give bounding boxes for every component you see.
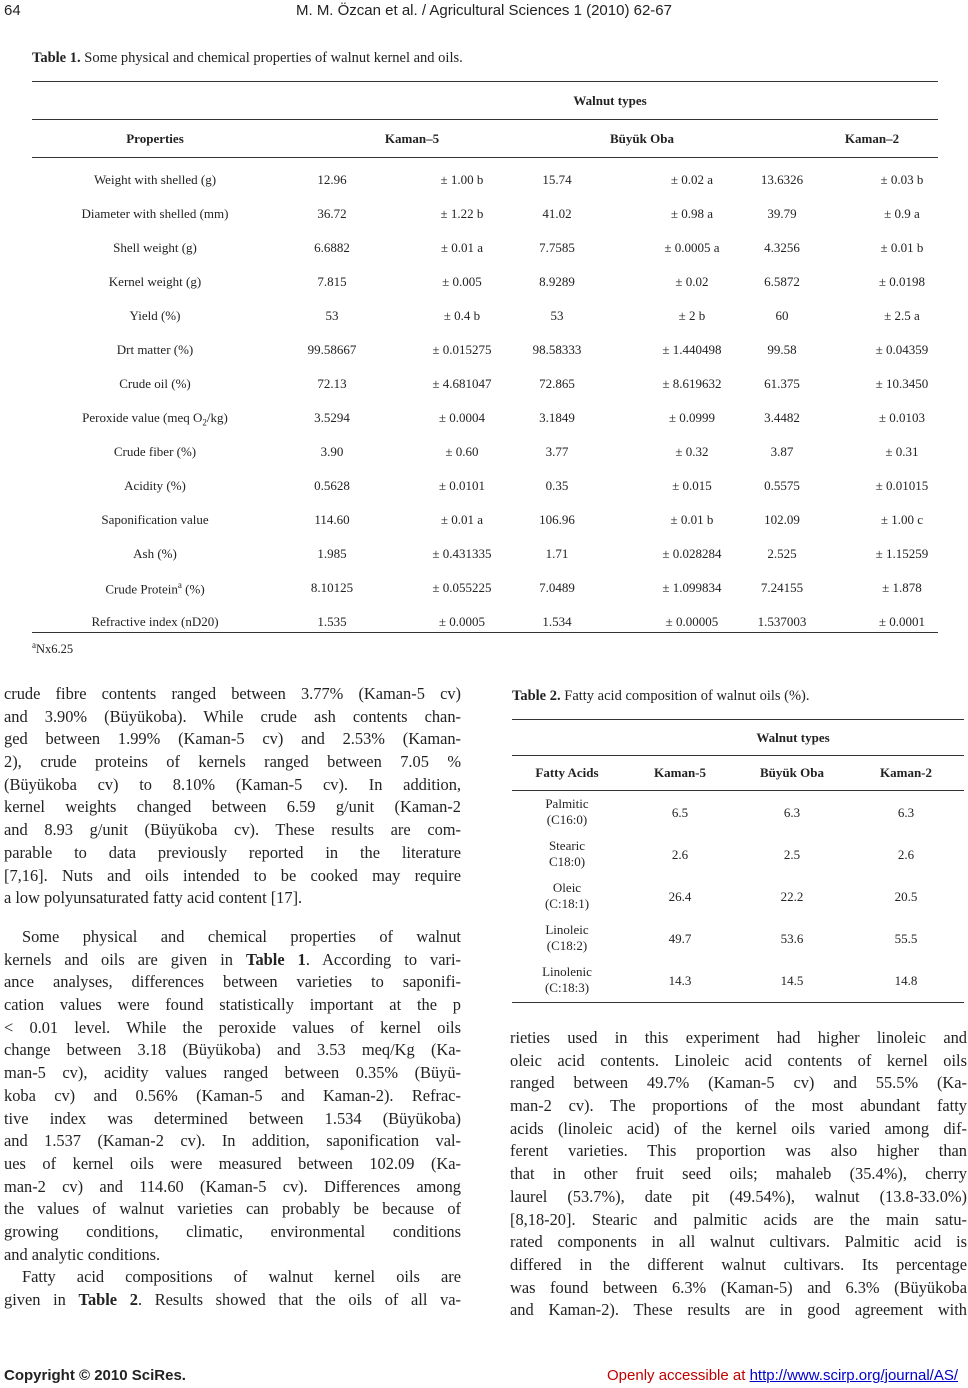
- table1-row: [32, 538, 938, 572]
- table1-col-kaman5: Kaman–5: [384, 131, 440, 146]
- cell-value: 53.6: [780, 931, 804, 946]
- cell-value: 15.74: [542, 172, 572, 187]
- cell-value: ± 0.028284: [662, 546, 722, 561]
- cell-value: ± 0.04359: [875, 342, 929, 357]
- row-label: Yield (%): [129, 308, 181, 323]
- text-line: [8,18-20]. Stearic and palmitic acids are the main satu-: [510, 1209, 967, 1229]
- table2-col-kaman5: Kaman-5: [654, 765, 706, 780]
- table2-row: [512, 835, 964, 877]
- cell-value: 2.6: [671, 847, 689, 862]
- cell-value: 36.72: [317, 206, 347, 221]
- cell-value: 1.535: [317, 614, 347, 629]
- cell-value: ± 0.0999: [668, 410, 716, 425]
- cell-value: ± 1.22 b: [440, 206, 484, 221]
- cell-value: 114.60: [314, 512, 350, 527]
- journal-link[interactable]: http://www.scirp.org/journal/AS/: [749, 1367, 958, 1384]
- cell-value: ± 10.3450: [875, 376, 929, 391]
- row-label: Ash (%): [133, 546, 177, 561]
- cell-value: ± 0.01015: [875, 478, 929, 493]
- text-line: oleic acid contents. Linoleic acid contents of kernel oils: [510, 1050, 967, 1070]
- table1-mid-rule: [32, 119, 938, 120]
- fatty-acid-name: [512, 922, 622, 954]
- text-line: [7,16]. Nuts and oils intended to be cooked may require: [4, 865, 461, 885]
- table1-row: [32, 402, 938, 436]
- cell-value: 8.10125: [310, 580, 354, 595]
- table2-caption-text: Fatty acid composition of walnut oils (%).: [560, 688, 810, 704]
- left-p3-line: [4, 1289, 461, 1312]
- text-line: cation values were found statistically important at the p: [4, 995, 461, 1015]
- table1-bottom-rule: [32, 632, 938, 633]
- cell-value: 7.7585: [539, 240, 575, 255]
- cell-value: 98.58333: [532, 342, 582, 357]
- left-paragraph-2: [4, 926, 461, 1266]
- text-line: that in other fruit seed oils; mahaleb (35.4%), cherry: [510, 1164, 967, 1184]
- left-paragraph-1: [4, 683, 461, 910]
- table1-row: [32, 572, 938, 606]
- cell-value: ± 0.055225: [432, 580, 492, 595]
- cell-value: 72.865: [539, 376, 575, 391]
- fatty-acid-line: Palmitic: [545, 796, 589, 811]
- text-line: change between 3.18 (Büyükoba) and 3.53 meq/Kg (Ka-: [4, 1040, 461, 1060]
- fatty-acid-code: (C:18:3): [544, 980, 590, 995]
- page-number: 64: [4, 2, 21, 19]
- fatty-acid-name: [512, 796, 622, 828]
- cell-value: 0.5575: [764, 478, 800, 493]
- cell-value: 99.58: [767, 342, 797, 357]
- table2: [512, 718, 964, 1008]
- cell-value: 3.77: [545, 444, 569, 459]
- cell-value: 4.3256: [764, 240, 800, 255]
- cell-value: 7.815: [317, 274, 347, 289]
- cell-value: 106.96: [539, 512, 575, 527]
- text-line: rated components in all walnut cultivars. Palmitic acid is: [510, 1232, 967, 1252]
- cell-value: 6.3: [897, 805, 915, 820]
- left-p2-line: Some physical and chemical properties of walnut: [22, 927, 461, 946]
- text-line: man-5 cv), acidity values ranged between 0.35% (Büyü-: [4, 1063, 461, 1083]
- table1-row: [32, 232, 938, 266]
- left-paragraph-3: [4, 1266, 461, 1311]
- row-label: Diameter with shelled (mm): [81, 206, 229, 221]
- text-line: koba cv) and 0.56% (Kaman-5 and Kaman-2). Refrac-: [4, 1085, 461, 1105]
- left-p3-line: Fatty acid compositions of walnut kernel oils are: [22, 1267, 461, 1286]
- text-line: laurel (53.7%), date pit (49.54%), walnut (13.8-33.0%): [510, 1186, 967, 1206]
- open-access-note: [607, 1367, 958, 1384]
- text-line: parable to data previously reported in the literature: [4, 842, 461, 862]
- table2-header-rule: [512, 790, 964, 791]
- cell-value: 20.5: [894, 889, 918, 904]
- cell-value: 0.5628: [314, 478, 350, 493]
- cell-value: ± 0.01 a: [440, 240, 484, 255]
- cell-value: ± 0.01 b: [880, 240, 924, 255]
- cell-value: 2.6: [897, 847, 915, 862]
- table2-col-kaman2: Kaman-2: [880, 765, 932, 780]
- cell-value: ± 0.60: [445, 444, 479, 459]
- text-line: ues of kernel oils were measured between 102.09 (Ka-: [4, 1153, 461, 1173]
- cell-value: 12.96: [317, 172, 347, 187]
- text-line: crude fibre contents ranged between 3.77% (Kaman-5 cv): [4, 684, 461, 703]
- table1-row: [32, 368, 938, 402]
- cell-value: 2.525: [767, 546, 797, 561]
- table2-mid-rule: [512, 755, 964, 756]
- cell-value: ± 8.619632: [662, 376, 722, 391]
- cell-value: ± 0.0005: [438, 614, 486, 629]
- text-line: ance analyses, differences between varieties to saponifi-: [4, 972, 461, 992]
- cell-value: ± 0.431335: [432, 546, 492, 561]
- table1-row: [32, 470, 938, 504]
- text-line: ranged between 49.7% (Kaman-5 cv) and 55.5% (Ka-: [510, 1073, 967, 1093]
- subscript: 2: [202, 417, 207, 428]
- cell-value: ± 0.0198: [878, 274, 926, 289]
- cell-value: 55.5: [894, 931, 918, 946]
- cell-value: ± 2 b: [678, 308, 706, 323]
- right-paragraph: [510, 1027, 967, 1322]
- table2-bottom-rule: [512, 1002, 964, 1003]
- cell-value: 60: [775, 308, 789, 323]
- cell-value: ± 0.0103: [878, 410, 926, 425]
- cell-value: ± 1.15259: [875, 546, 929, 561]
- cell-value: 6.5: [671, 805, 689, 820]
- left-p2-line: [4, 949, 461, 972]
- footnote-marker: a: [32, 640, 36, 650]
- cell-value: ± 1.440498: [662, 342, 722, 357]
- fatty-acid-line: Linolenic: [542, 964, 592, 979]
- text-line: a low polyunsaturated fatty acid content [17].: [4, 888, 303, 908]
- cell-value: 99.58667: [307, 342, 357, 357]
- table1-top-rule: [32, 81, 938, 82]
- cell-value: 72.13: [317, 376, 347, 391]
- cell-value: 39.79: [767, 206, 797, 221]
- row-label: Saponification value: [101, 512, 209, 527]
- table1-col-buyukoba: Büyük Oba: [610, 131, 674, 146]
- cell-value: ± 0.9 a: [884, 206, 920, 221]
- cell-value: ± 0.31: [885, 444, 919, 459]
- running-head: M. M. Özcan et al. / Agricultural Sciences 1 (2010) 62-67: [295, 2, 672, 19]
- table2-col-fatty-acids: Fatty Acids: [535, 765, 599, 780]
- table2-reference: Table 2: [78, 1289, 138, 1309]
- text-line: tive index was determined between 1.534 (Büyükoba): [4, 1108, 461, 1128]
- fatty-acid-code: (C18:2): [546, 938, 588, 953]
- table2-col-buyukoba: Büyük Oba: [760, 765, 824, 780]
- cell-value: 8.9289: [539, 274, 575, 289]
- cell-value: 1.985: [317, 546, 347, 561]
- text-line: and 3.90% (Büyükoba). While crude ash contents chan-: [4, 706, 461, 726]
- text-line: differed in the different walnut cultivars. Its percentage: [510, 1254, 967, 1274]
- table2-row: [512, 919, 964, 961]
- text-run: kernels and oils are given in: [4, 949, 247, 969]
- cell-value: ± 0.00005: [665, 614, 719, 629]
- access-label: Openly accessible at: [607, 1367, 750, 1384]
- cell-value: ± 0.03 b: [880, 172, 924, 187]
- fatty-acid-name: [512, 964, 622, 996]
- cell-value: 7.0489: [539, 580, 575, 595]
- table1-row: [32, 300, 938, 334]
- table2-row: [512, 877, 964, 919]
- text-line: 2), crude proteins of kernels ranged between 7.05 %: [4, 752, 461, 772]
- cell-value: 3.4482: [764, 410, 800, 425]
- cell-value: ± 0.98 a: [670, 206, 714, 221]
- table2-row: [512, 961, 964, 1003]
- cell-value: ± 0.01 a: [440, 512, 484, 527]
- text-line: growing conditions, climatic, environmental conditions: [4, 1221, 461, 1241]
- cell-value: 102.09: [764, 512, 800, 527]
- table1-caption: [32, 50, 463, 67]
- cell-value: 41.02: [542, 206, 572, 221]
- table1-col-kaman2: Kaman–2: [844, 131, 900, 146]
- table1-reference: Table 1: [246, 949, 306, 969]
- fatty-acid-code: (C16:0): [546, 812, 588, 827]
- cell-value: ± 1.878: [882, 580, 922, 595]
- table1-row: [32, 334, 938, 368]
- cell-value: ± 1.099834: [662, 580, 722, 595]
- text-line: (Büyükoba cv) to 8.10% (Kaman-5 cv). In addition,: [4, 774, 461, 794]
- cell-value: 6.6882: [314, 240, 350, 255]
- table1-row: [32, 436, 938, 470]
- table1-caption-label: Table 1.: [32, 50, 81, 66]
- cell-value: ± 0.01 b: [670, 512, 714, 527]
- cell-value: 3.90: [320, 444, 344, 459]
- row-label: Crude Protein$^a$ (%): [105, 580, 205, 597]
- fatty-acid-name: [512, 838, 622, 870]
- text-line: rieties used in this experiment had higher linoleic and: [510, 1028, 967, 1047]
- text-line: and 1.537 (Kaman-2 cv). In addition, saponification val-: [4, 1131, 461, 1151]
- table1-col-properties: Properties: [126, 131, 184, 146]
- text-run: given in: [4, 1289, 79, 1309]
- row-label: Kernel weight (g): [108, 274, 202, 289]
- cell-value: 13.6326: [760, 172, 804, 187]
- table2-top-rule: [512, 719, 964, 720]
- cell-value: 14.8: [894, 973, 918, 988]
- row-label: Drt matter (%): [116, 342, 194, 357]
- table2-caption-label: Table 2.: [512, 688, 561, 704]
- text-line: kernel weights changed between 6.59 g/unit (Kaman-2: [4, 797, 461, 817]
- text-line: and Kaman-2). These results are in good agreement with: [510, 1300, 967, 1320]
- copyright: Copyright © 2010 SciRes.: [4, 1367, 186, 1384]
- cell-value: ± 0.015: [672, 478, 712, 493]
- cell-value: 14.5: [780, 973, 804, 988]
- cell-value: 3.1849: [539, 410, 575, 425]
- cell-value: ± 0.0001: [878, 614, 926, 629]
- cell-value: 14.3: [668, 973, 692, 988]
- row-label: Crude fiber (%): [113, 444, 197, 459]
- cell-value: 7.24155: [760, 580, 804, 595]
- row-label: Peroxide value (meq $O_2/kg$): [82, 410, 228, 428]
- fatty-acid-line: Linoleic: [545, 922, 589, 937]
- cell-value: 1.537003: [757, 614, 807, 629]
- text-line: acids (linoleic acid) of the kernel oils varied among dif-: [510, 1118, 967, 1138]
- table1-group-header: Walnut types: [573, 93, 647, 108]
- text-line: the values of walnut varieties can probably be because of: [4, 1199, 461, 1219]
- table2-row: [512, 793, 964, 835]
- cell-value: ± 0.02 a: [670, 172, 714, 187]
- table1-header-rule: [32, 157, 938, 158]
- cell-value: 3.87: [770, 444, 794, 459]
- table1-row: [32, 606, 938, 640]
- text-line: and analytic conditions.: [4, 1244, 161, 1264]
- row-label: Shell weight (g): [113, 240, 197, 255]
- cell-value: 1.71: [545, 546, 569, 561]
- text-line: ged between 1.99% (Kaman-5 cv) and 2.53% (Kaman-: [4, 729, 461, 749]
- superscript: a: [177, 580, 182, 590]
- footnote-text: Nx6.25: [36, 642, 74, 657]
- table1-row: [32, 504, 938, 538]
- table1-row: [32, 198, 938, 232]
- cell-value: 53: [325, 308, 339, 323]
- fatty-acid-line: Oleic: [552, 880, 582, 895]
- table2-caption: [512, 688, 810, 705]
- cell-value: ± 0.0101: [438, 478, 486, 493]
- cell-value: 53: [550, 308, 564, 323]
- cell-value: ± 0.0005 a: [664, 240, 720, 255]
- text-line: man-2 cv) and 114.60 (Kaman-5 cv). Differences among: [4, 1176, 461, 1196]
- text-run: . According to vari-: [305, 949, 461, 969]
- text-line: was found between 6.3% (Kaman-5) and 6.3% (Büyükoba: [510, 1277, 967, 1297]
- fatty-acid-code: C18:0): [548, 854, 586, 869]
- cell-value: ± 1.00 b: [440, 172, 484, 187]
- cell-value: 1.534: [542, 614, 572, 629]
- table2-group-header: Walnut types: [756, 730, 830, 745]
- left-p2-rest: [4, 971, 461, 1266]
- table1: [32, 80, 938, 640]
- row-label: Acidity (%): [124, 478, 186, 493]
- table1-row: [32, 266, 938, 300]
- cell-value: ± 2.5 a: [884, 308, 920, 323]
- cell-value: ± 0.0004: [438, 410, 486, 425]
- text-line: and 8.93 g/unit (Büyükoba cv). These results are com-: [4, 820, 461, 840]
- text-line: man-2 cv). The proportions of the most abundant fatty: [510, 1096, 967, 1116]
- cell-value: ± 0.02: [675, 274, 709, 289]
- row-label: Crude oil (%): [119, 376, 191, 391]
- cell-value: 6.5872: [764, 274, 800, 289]
- text-run: . Results showed that the oils of all va-: [137, 1289, 461, 1309]
- fatty-acid-line: Stearic: [548, 838, 586, 853]
- cell-value: 26.4: [668, 889, 692, 904]
- cell-value: 6.3: [783, 805, 801, 820]
- fatty-acid-name: [512, 880, 622, 912]
- cell-value: 0.35: [545, 478, 569, 493]
- fatty-acid-code: (C:18:1): [544, 896, 590, 911]
- cell-value: 49.7: [668, 931, 692, 946]
- cell-value: ± 0.005: [442, 274, 482, 289]
- cell-value: 61.375: [764, 376, 800, 391]
- cell-value: ± 0.015275: [432, 342, 492, 357]
- cell-value: 22.2: [780, 889, 804, 904]
- table1-footnote: [32, 640, 73, 657]
- cell-value: 3.5294: [314, 410, 350, 425]
- row-label: Refractive index (nD20): [91, 614, 219, 629]
- cell-value: ± 4.681047: [432, 376, 492, 391]
- cell-value: ± 1.00 c: [880, 512, 924, 527]
- text-line: < 0.01 level. While the peroxide values of kernel oils: [4, 1017, 461, 1037]
- table1-row: [32, 164, 938, 198]
- cell-value: ± 0.4 b: [443, 308, 481, 323]
- row-label: Weight with shelled (g): [93, 172, 217, 187]
- text-line: ferent varieties. This proportion was also higher than: [510, 1141, 967, 1161]
- table1-caption-text: Some physical and chemical properties of walnut kernel and oils.: [80, 50, 463, 66]
- cell-value: ± 0.32: [675, 444, 709, 459]
- cell-value: 2.5: [783, 847, 801, 862]
